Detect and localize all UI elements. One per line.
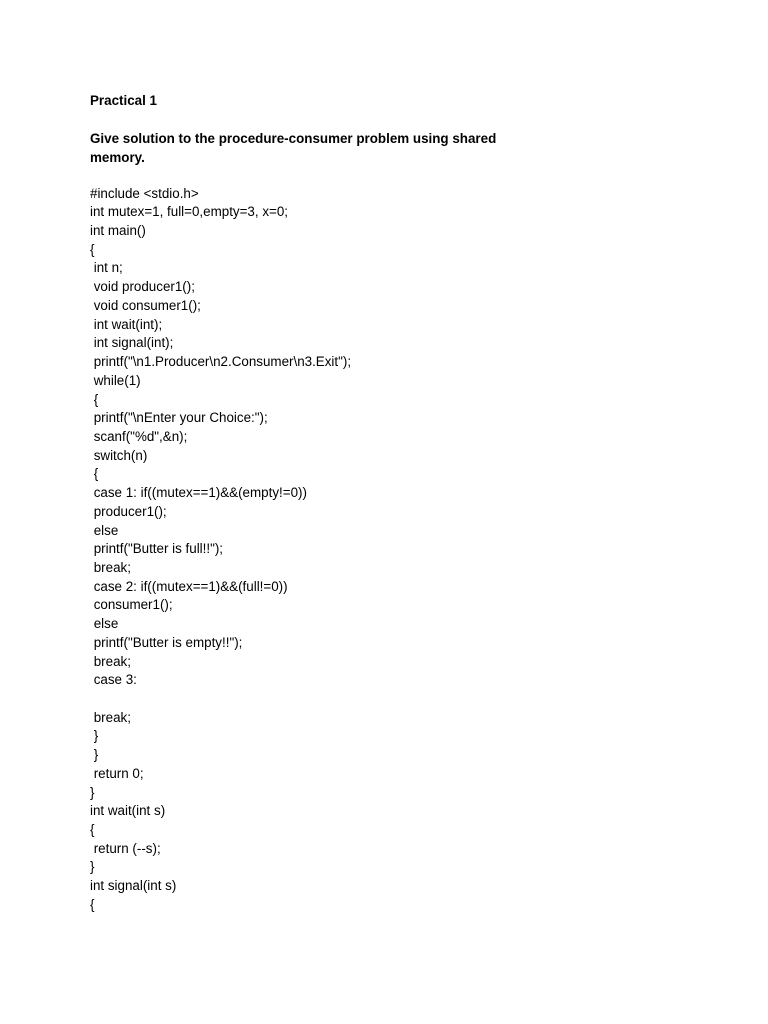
page-title: Practical 1 <box>90 93 157 108</box>
code-line: break; <box>90 559 131 575</box>
code-line: int wait(int s) <box>90 803 166 819</box>
code-line: { <box>90 896 95 912</box>
code-line: case 3: <box>90 672 137 688</box>
code-line: void producer1(); <box>90 279 195 295</box>
code-line <box>90 690 710 709</box>
code-line: case 1: if((mutex==1)&&(empty!=0)) <box>90 485 307 501</box>
code-line: printf("\n1.Producer\n2.Consumer\n3.Exit"); <box>90 354 352 370</box>
code-line: scanf("%d",&n); <box>90 428 188 444</box>
document-content <box>90 92 710 915</box>
problem-heading-line: Give solution to the procedure-consumer problem using shared <box>90 130 497 146</box>
code-line: int signal(int s) <box>90 878 177 894</box>
code-line: while(1) <box>90 372 141 388</box>
code-line: } <box>90 728 99 744</box>
code-line: else <box>90 522 119 538</box>
code-line: return 0; <box>90 765 144 781</box>
code-line: } <box>90 859 95 875</box>
code-line: printf("\nEnter your Choice:"); <box>90 410 268 426</box>
code-line: { <box>90 391 99 407</box>
code-line: else <box>90 616 119 632</box>
code-line: } <box>90 784 95 800</box>
code-line: { <box>90 241 95 257</box>
code-line: break; <box>90 709 131 725</box>
code-line: { <box>90 822 95 838</box>
code-line: { <box>90 466 99 482</box>
code-line: int mutex=1, full=0,empty=3, x=0; <box>90 204 288 220</box>
code-line: producer1(); <box>90 503 167 519</box>
code-line: switch(n) <box>90 447 148 463</box>
code-line: printf("Butter is full!!"); <box>90 541 224 557</box>
code-line: #include <stdio.h> <box>90 185 199 201</box>
code-line: } <box>90 747 99 763</box>
code-line: int wait(int); <box>90 316 163 332</box>
code-line: consumer1(); <box>90 597 173 613</box>
code-line: printf("Butter is empty!!"); <box>90 634 243 650</box>
code-line: int signal(int); <box>90 335 174 351</box>
code-line: case 2: if((mutex==1)&&(full!=0)) <box>90 578 288 594</box>
code-line: void consumer1(); <box>90 297 201 313</box>
code-line: break; <box>90 653 131 669</box>
problem-heading-line: memory. <box>90 149 145 165</box>
code-line: int main() <box>90 223 146 239</box>
code-line: return (--s); <box>90 840 161 856</box>
code-line: int n; <box>90 260 123 276</box>
problem-heading <box>90 129 710 167</box>
code-listing <box>90 185 710 915</box>
